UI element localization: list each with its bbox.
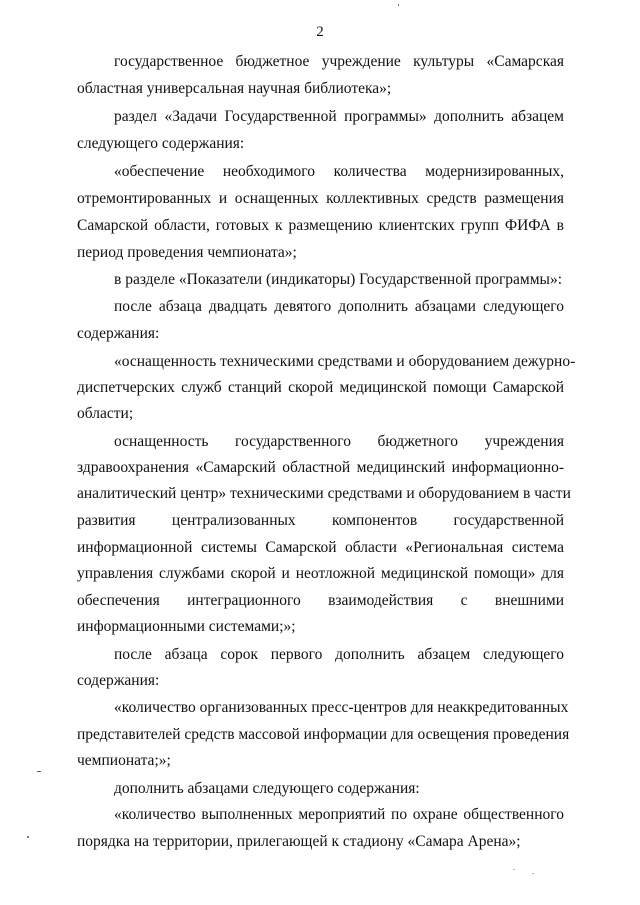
text-line: оснащенность государственного бюджетного учреждения — [114, 433, 564, 450]
page-number: 2 — [316, 24, 324, 40]
text-line: следующего содержания: — [77, 135, 245, 152]
text-line: государственное бюджетное учреждение культуры «Самарская — [114, 53, 564, 70]
scan-speck — [532, 873, 534, 874]
text-line: диспетчерских служб станций скорой медицинской помощи Самарской — [77, 379, 564, 396]
text-line: области; — [77, 405, 134, 422]
text-line: после абзаца двадцать девятого дополнить абзацами следующего — [114, 298, 564, 315]
text-line: содержания: — [77, 325, 160, 342]
text-line: развития централизованных компонентов государственной — [77, 512, 564, 529]
text-line: в разделе «Показатели (индикаторы) Государственной программы»: — [114, 271, 563, 288]
text-line: «количество выполненных мероприятий по охране общественного — [114, 806, 564, 823]
scan-speck — [37, 771, 41, 772]
scan-speck — [513, 869, 515, 870]
text-line: порядка на территории, прилегающей к стадиону «Самара Арена»; — [77, 833, 521, 850]
text-line: информационными системами;»; — [77, 618, 296, 635]
text-line: представителей средств массовой информации для освещения проведения — [77, 726, 570, 743]
scan-speck — [398, 4, 399, 6]
text-line: после абзаца сорок первого дополнить абзацем следующего — [114, 646, 564, 663]
text-line: «количество организованных пресс-центров для неаккредитованных — [114, 699, 569, 716]
text-line: дополнить абзацами следующего содержания: — [114, 780, 420, 797]
text-line: «оснащенность техническими средствами и оборудованием дежурно- — [114, 353, 576, 370]
text-line: аналитический центр» техническими средствами и оборудованием в части — [77, 485, 571, 502]
text-line: чемпионата;»; — [77, 752, 171, 769]
text-line: отремонтированных и оснащенных коллективных средств размещения — [77, 190, 564, 207]
text-line: «обеспечение необходимого количества модернизированных, — [114, 163, 564, 180]
text-line: содержания: — [77, 672, 160, 689]
text-line: обеспечения интеграционного взаимодействия с внешними — [77, 592, 564, 609]
text-line: Самарской области, готовых к размещению клиентских групп ФИФА в — [77, 217, 564, 234]
text-line: областная универсальная научная библиотека»; — [77, 80, 392, 97]
text-line: управления службами скорой и неотложной медицинской помощи» для — [77, 565, 564, 582]
text-line: здравоохранения «Самарский областной медицинский информационно- — [77, 459, 564, 476]
text-line: период проведения чемпионата»; — [77, 244, 297, 261]
text-line: раздел «Задачи Государственной программы» дополнить абзацем — [114, 108, 564, 125]
text-line: информационной системы Самарской области «Региональная система — [77, 539, 564, 556]
scan-speck — [27, 836, 29, 838]
